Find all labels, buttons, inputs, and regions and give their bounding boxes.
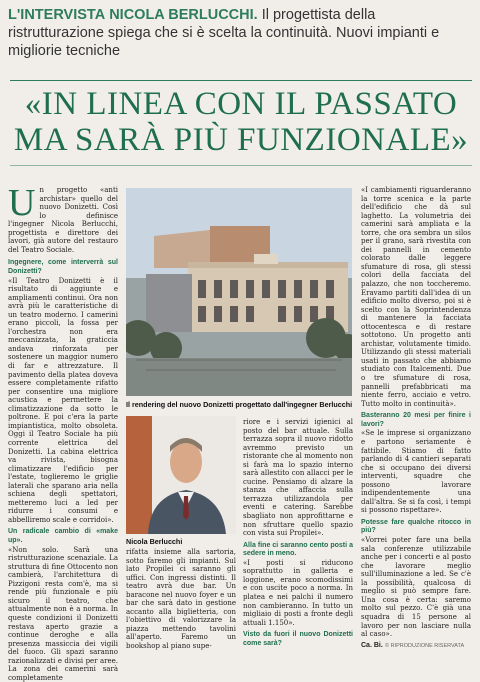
- article-kicker: [8, 6, 474, 60]
- answer: «Vorrei poter fare una bella sala conferenze utilizzabile anche per i concerti e al posto che lavorare meglio sull'illuminazione a led. Se c'è la possibilità, qualcosa di meglio si può sempre fare. Una cosa è certa: saremo molto sul pezzo. C'è già una squadra di 15 persone al lavoro per non lasciare nulla al caso».: [361, 536, 471, 639]
- answer: «I cambiamenti riguarderanno la torre scenica e la parte dell'edificio che dà sul laghetto. La volumetria dei camerini sarà ampliata e la torre, che ora sembra un silos per il grano, sarà rivestita con dei pannelli in cemento colorato dalle leggere sfumature di rosa, gli stessi colori della facciata del palazzo, che non toccheremo. Eravamo partiti dall'idea di un edificio molto diverso, poi si è scelto con la Soprintendenza di mantenere la facciata ottocentesca e di restare sottotono. Un progetto anti archistar, volutamente timido. Utilizzando gli stessi materiali usati in passato che abbiamo studiato con Italcementi. Due o tre sfumature di rosa, pannelli prefabbricati ma niente ferro, acciaio e vetro. Tutto molto in continuità».: [361, 186, 471, 408]
- question: Ingegnere, come interverrà sul Donizetti?: [8, 259, 118, 275]
- question: Alla fine ci saranno cento posti a sedere in meno.: [243, 541, 353, 558]
- rendering-illustration: [126, 188, 352, 396]
- theater-rendering-image: [126, 188, 352, 396]
- portrait-illustration: [126, 416, 236, 534]
- intro-paragraph: n progetto «anti archistar» quello del nuovo Donizetti. Così lo definisce l'ingegner Nicola Berlucchi, progettista e direttore dei lavori, già autore del restauro del Teatro Sociale.: [8, 186, 118, 254]
- interviewee-name: NICOLA BERLUCCHI.: [109, 7, 258, 23]
- author-signature: Ca. Bi.: [361, 641, 383, 649]
- article-column-3: [243, 418, 353, 648]
- section-label: L'INTERVISTA: [8, 7, 106, 23]
- headline: «IN LINEA CON IL PASSATO MA SARÀ PIÙ FUNZIONALE»: [13, 86, 469, 158]
- portrait-caption: Nicola Berlucchi: [126, 537, 183, 546]
- divider: [10, 165, 472, 166]
- answer: «Se le imprese si organizzano e partono seriamente è fattibile. Stiamo di fatto parlando di 4 cantieri separati che si occupano dei diversi interventi, squadre che possono lavorare indipendentemente una dall'altra. Se si fa così, i tempi si possono rispettare».: [361, 429, 471, 515]
- question: Un radicale cambio di «make up».: [8, 528, 118, 545]
- answer: «I posti si riducono soprattutto in galleria e loggione, erano scomodissimi e con uscite poco a norma. In platea e nei palchi il numero non cambieranno. In tutto un migliaio di posti a fronte degli attuali 1.150».: [243, 558, 353, 627]
- answer: «Non solo. Sarà una ristrutturazione scenaziale. La struttura di fine Ottocento non cambierà, l'architettura di Pizzigoni resta com'è, ma si rende più funzionale e più sicuro il teatro, che attualmente non è a norma. In queste condizioni il Donizetti restava aperto grazie a continue deroghe e alla presenza massiccia dei vigili del fuoco. Gli spazi saranno razionalizzati e divisi per aree. La zona dei camerini sarà completamente: [8, 545, 118, 682]
- drop-cap: U: [8, 182, 36, 224]
- answer-continued: rifatta insieme alla sartoria, sotto faremo gli impianti. Sul lato Propilei ci saranno gli uffici. Con ingressi distinti. Il teatro avrà due bar. Un baracone nel nuovo foyer e un bar che sarà dato in gestione accanto alla biglietteria, con l'obiettivo di valorizzare la piazza mettendo tavolini all'aperto. Faremo un bookshop al piano supe-: [126, 548, 236, 651]
- question: Basteranno 20 mesi per finire i lavori?: [361, 412, 471, 428]
- answer-continued: riore e i servizi igienici al posto del bar attuale. Sulla terrazza sopra il nuovo ridotto avremmo previsto un ristorante che al momento non si farà ma lo spazio interno sarà allestito con allacci per le cucine. Pensiamo di alzare la stanza che affaccia sulla terrazza utilizzandola per eventi e catering. Sarebbe sbagliato non approfittarne e non sfruttare quello spazio con vista sui Propilei».: [243, 418, 353, 538]
- summary: Il progettista della ristrutturazione spiega che si è scelta la continuità. Nuovi impianti e migliorie tecniche: [8, 7, 440, 59]
- article-column-1: [8, 182, 118, 682]
- question: Potesse fare qualche ritocco in più?: [361, 518, 471, 535]
- rendering-caption: Il rendering del nuovo Donizetti progettato dall'ingegner Berlucchi: [126, 400, 353, 409]
- article-column-2: [126, 548, 236, 651]
- portrait-photo: [126, 416, 236, 534]
- answer: «Il Teatro Donizetti è il risultato di aggiunte e ampliamenti continui. Ora non avrà più le caratteristiche di un teatro moderno. I camerini erano piccoli, la fossa per l'orchestra non era meccanizzata, la graticcia andava rinforzata per sostenere un maggior numero di far e attrezzature. Il pavimento della platea doveva essere completamente rifatto per consentire una migliore acustica e permettere la climatizzazione da sotto le poltrone. E poi c'era la parte impiantistica, molto obsoleta. Oggi il Teatro Sociale ha più corrente elettrica del Donizetti. La cabina elettrica va rivista, bisogna climatizzare l'edificio per l'estate, toglieremo le griglie laterali che sparano aria nella schiena degli spettatori, metteremo luci a led per ridurre i consumi e abbelliremo scale e corridoi».: [8, 276, 118, 524]
- copyright-notice: © RIPRODUZIONE RISERVATA: [385, 642, 465, 649]
- divider: [10, 80, 472, 81]
- question: Visto da fuori il nuovo Donizetti come sarà?: [243, 631, 353, 647]
- article-column-4: [361, 186, 471, 650]
